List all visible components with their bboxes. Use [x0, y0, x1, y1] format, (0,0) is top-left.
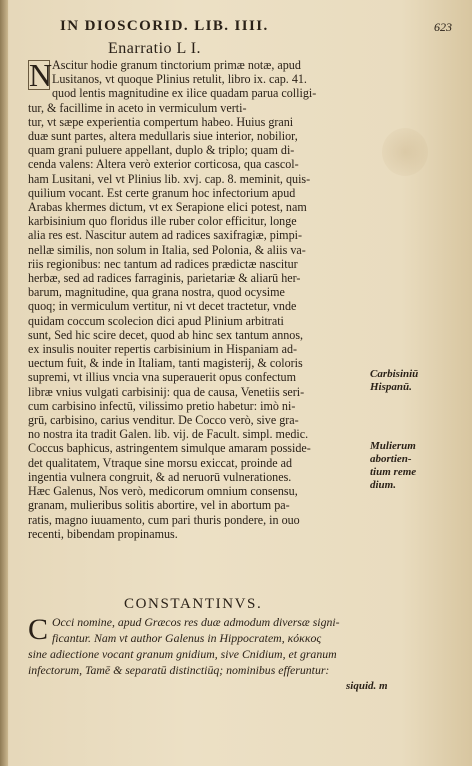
text-line: quidam coccum scolecion dici apud Plinium arbitrati [28, 313, 284, 328]
text-line: tur, vt sæpe experientia compertum habeo. Huius grani [28, 114, 294, 129]
drop-cap: C [28, 613, 49, 646]
text-line: ex insulis nouiter repertis carbisinium in Hispaniam ad- [28, 342, 298, 357]
text-line: duæ sunt partes, altera medullaris siue interior, nobilior, [28, 129, 298, 144]
text-line: Arabas khermes dictum, vt ex Serapione elici potest, nam [28, 200, 307, 215]
text-line: grū, carbisino, carius venditur. De Cocco verò, sive gra- [28, 413, 299, 428]
text-line: Occi nomine, apud Græcos res duæ admodum diversæ signi- [52, 615, 340, 629]
text-line: ficantur. Nam vt author Galenus in Hippocratem, κόκκος [52, 631, 322, 645]
margin-note-line: Mulierum [370, 440, 416, 452]
text-line: no nostra ita tradit Galen. lib. vij. de Facult. simpl. medic. [28, 427, 309, 442]
text-line: uectum fuit, & inde in Italiam, tanti magisterij, & coloris [28, 356, 303, 371]
text-line: sunt, Sed hic scire decet, quod ab hinc sex tantum annos, [28, 327, 304, 342]
paper-stain [382, 128, 428, 176]
commentary-text-block [28, 614, 374, 678]
text-line: granam, mulieribus solitis abortire, vel in abortum pa- [28, 498, 290, 513]
margin-note-line: Carbisiniū [370, 368, 419, 380]
text-line: recenti, bibendam propinamus. [28, 526, 178, 541]
page-header [60, 18, 452, 38]
text-line: supremi, vt illius vncia vna superauerit opus confectum [28, 370, 297, 385]
text-line: nellæ similis, non solum in Italia, sed Polonia, & aliis va- [28, 242, 306, 257]
text-line: Lusitanos, vt quoque Plinius retulit, libro ix. cap. 41. [52, 72, 307, 87]
text-line: herbæ, sed ad radices farraginis, parietariæ & aliarū her- [28, 271, 301, 286]
text-line: cenda valens: Altera verò exterior corticosa, qua cascol- [28, 157, 299, 172]
page-gutter [0, 0, 8, 766]
margin-note-carbisinium [370, 368, 460, 394]
text-line: tur, & facillime in aceto in vermiculum verti- [28, 100, 247, 115]
main-text-block [28, 58, 364, 541]
text-line: Ascitur hodie granum tinctorium primæ notæ, apud [52, 58, 301, 72]
margin-note-line: dium. [370, 479, 396, 491]
text-line: ratis, magno iuuamento, cum pari thuris pondere, in ouo [28, 512, 300, 527]
text-line: Coccus baphicus, astringentem simulque amaram posside- [28, 441, 311, 456]
drop-cap: N [29, 57, 53, 93]
text-line: sine adiectione vocant granum gnidium, sive Cnidium, et granum [28, 647, 337, 661]
text-line: quoq; in vermiculum vertitur, ni vt decet tractetur, vnde [28, 299, 297, 314]
section-title: Enarratio L I. [108, 40, 202, 57]
running-head: IN DIOSCORID. LIB. IIII. [60, 18, 269, 34]
text-line: infectorum, Tamē & separatū distinctiūq; nominibus efferuntur: [28, 663, 330, 677]
text-line: cum carbisino infectū, vilissimo pretio habetur: imò ni- [28, 398, 296, 413]
commentator-heading: CONSTANTINVS. [124, 596, 263, 612]
text-line: quod lentis magnitudine ex ilice quadam parua colligi- [52, 86, 317, 101]
text-line: Hæc Galenus, Nos verò, medicorum omnium consensu, [28, 484, 298, 499]
text-line: ingentia vulnera congruit, & ad neruorū vulnerationes. [28, 469, 292, 484]
margin-note-mulierum [370, 440, 460, 492]
text-line: quilium vocant. Est certe granum hoc infectorium apud [28, 185, 296, 200]
catchword: siquid. m [346, 680, 388, 692]
text-line: libræ vnius vulgati carbisinij: qua de causa, Venetiis seri- [28, 384, 305, 399]
margin-note-line: abortien- [370, 453, 412, 465]
text-line: karbisinium quo floridus ille ruber color efficitur, longe [28, 214, 297, 229]
text-line: alia res est. Nascitur autem ad radices saxifragiæ, pimpi- [28, 228, 303, 243]
page-number: 623 [434, 20, 452, 34]
text-line: det qualitatem, Vtraque sine morsu exiccat, proinde ad [28, 455, 293, 470]
text-line: quam grani puluere appellant, duplo & triplo; quam di- [28, 143, 295, 158]
margin-note-line: Hispanū. [370, 381, 412, 393]
text-line: riis regionibus: nec tantum ad radices prædictæ nascitur [28, 256, 298, 271]
text-line: barum, magnitudine, qua grana nostra, quod ocysime [28, 285, 285, 300]
text-line: ham Lusitani, vel vt Plinius lib. xvj. cap. 8. meminit, quis- [28, 171, 311, 186]
margin-note-line: tium reme [370, 466, 417, 478]
